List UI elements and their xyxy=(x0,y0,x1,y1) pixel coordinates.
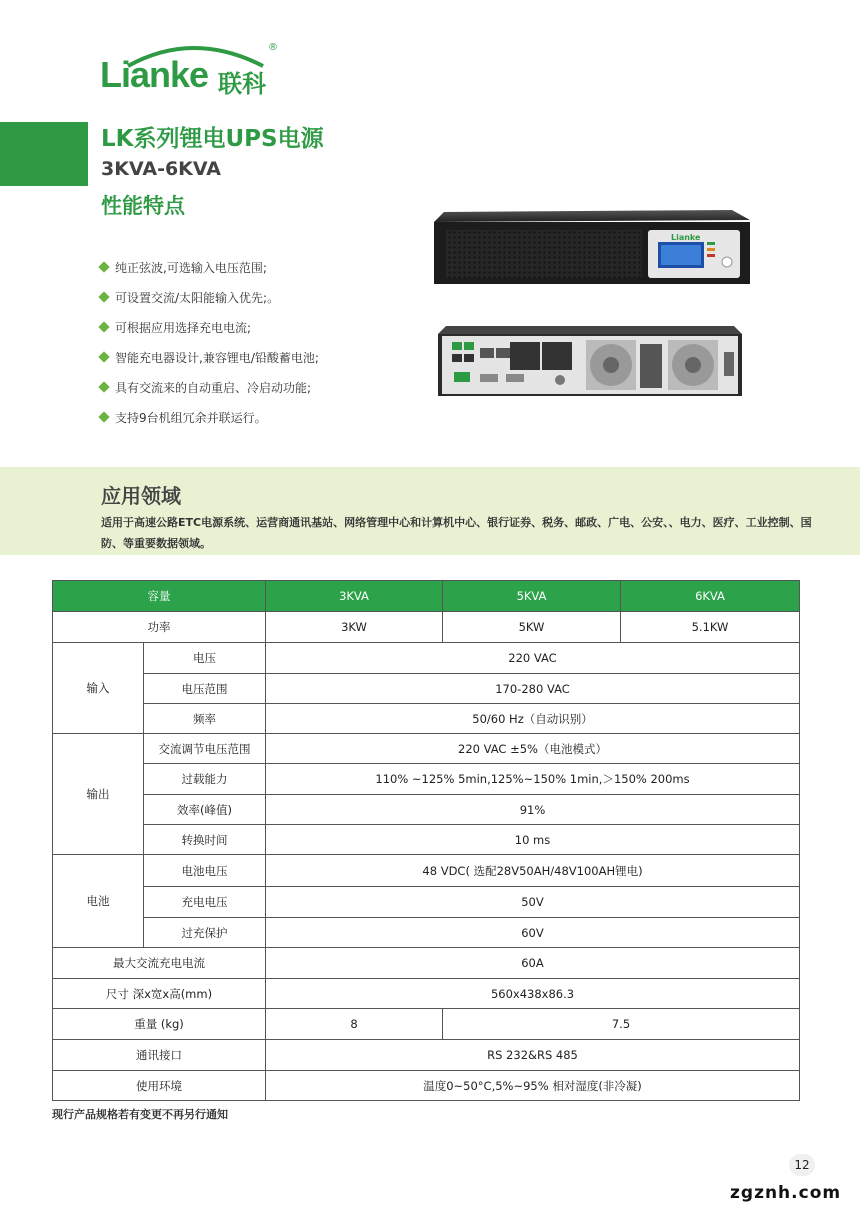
logo-wordmark: Lianke xyxy=(100,54,209,95)
application-description: 适用于高速公路ETC电源系统、运营商通讯基站、网络管理中心和计算机中心、银行证券、税务、邮政、广电、公安、、电力、医疗、工业控制、国防、等重要数据领域。 xyxy=(101,516,812,550)
diamond-bullet-icon xyxy=(98,411,109,422)
group-label: 输入 xyxy=(53,643,144,734)
table-row xyxy=(53,764,800,795)
diamond-bullet-icon xyxy=(98,351,109,362)
title-accent-block xyxy=(0,122,88,186)
registered-mark: ® xyxy=(268,42,278,53)
table-row xyxy=(53,674,800,704)
ups-rear-image xyxy=(436,322,744,398)
cell-value: 7.5 xyxy=(443,1009,800,1040)
cell-value: 220 VAC ±5%（电池模式） xyxy=(266,734,800,764)
panel-brand: Lianke xyxy=(671,233,701,242)
row-label: 使用环境 xyxy=(53,1071,266,1101)
page-number: 12 xyxy=(789,1154,815,1176)
table-row xyxy=(53,1040,800,1071)
group-label: 输出 xyxy=(53,734,144,855)
cell-value: 温度0~50°C,5%~95% 相对湿度(非冷凝) xyxy=(266,1071,800,1101)
row-label: 电池电压 xyxy=(144,855,266,887)
table-row xyxy=(53,918,800,948)
cell-value: 560x438x86.3 xyxy=(266,979,800,1009)
cell-value: 60V xyxy=(266,918,800,948)
table-row xyxy=(53,612,800,643)
cell-value: 8 xyxy=(266,1009,443,1040)
cell-value: 10 ms xyxy=(266,825,800,855)
spec-table xyxy=(52,580,800,1101)
table-row xyxy=(53,734,800,764)
header-6kva: 6KVA xyxy=(621,581,800,612)
row-label: 转换时间 xyxy=(144,825,266,855)
cell-value: 48 VDC( 选配28V50AH/48V100AH锂电) xyxy=(266,855,800,887)
watermark: zgznh.com xyxy=(716,1180,860,1216)
diamond-bullet-icon xyxy=(98,261,109,272)
table-row xyxy=(53,1071,800,1101)
row-label: 最大交流充电电流 xyxy=(53,948,266,979)
row-label: 电压 xyxy=(144,643,266,674)
table-row xyxy=(53,979,800,1009)
cell-value: RS 232&RS 485 xyxy=(266,1040,800,1071)
cell-value: 110% ~125% 5min,125%~150% 1min,＞150% 200ms xyxy=(266,764,800,795)
row-label: 效率(峰值) xyxy=(144,795,266,825)
lianke-logo xyxy=(98,40,288,100)
ups-front-image xyxy=(432,210,752,286)
feature-list xyxy=(100,252,319,432)
feature-item: 纯正弦波,可选输入电压范围; xyxy=(100,252,319,282)
cell-value: 3KW xyxy=(266,612,443,643)
table-row xyxy=(53,643,800,674)
row-label: 重量 (kg) xyxy=(53,1009,266,1040)
features-heading: 性能特点 xyxy=(101,194,185,218)
page-title: LK系列锂电UPS电源 xyxy=(101,126,324,152)
table-header-row xyxy=(53,581,800,612)
row-label: 频率 xyxy=(144,704,266,734)
page-subtitle: 3KVA-6KVA xyxy=(101,158,222,180)
cell-value: 50V xyxy=(266,887,800,918)
table-row xyxy=(53,825,800,855)
cell-value: 50/60 Hz（自动识别） xyxy=(266,704,800,734)
row-label: 过充保护 xyxy=(144,918,266,948)
row-label: 尺寸 深x宽x高(mm) xyxy=(53,979,266,1009)
feature-item: 支持9台机组冗余并联运行。 xyxy=(100,402,319,432)
cell-value: 220 VAC xyxy=(266,643,800,674)
cell-value: 5.1KW xyxy=(621,612,800,643)
application-heading: 应用领域 xyxy=(101,484,181,508)
row-label: 充电电压 xyxy=(144,887,266,918)
row-label: 电压范围 xyxy=(144,674,266,704)
table-row xyxy=(53,704,800,734)
row-label: 过载能力 xyxy=(144,764,266,795)
diamond-bullet-icon xyxy=(98,381,109,392)
logo-chinese: 联科 xyxy=(218,70,266,98)
row-label: 通讯接口 xyxy=(53,1040,266,1071)
cell-value: 5KW xyxy=(443,612,621,643)
feature-item: 智能充电器设计,兼容锂电/铅酸蓄电池; xyxy=(100,342,319,372)
row-label: 功率 xyxy=(53,612,266,643)
feature-item: 具有交流来的自动重启、冷启动功能; xyxy=(100,372,319,402)
table-row xyxy=(53,855,800,887)
table-row xyxy=(53,887,800,918)
table-row xyxy=(53,948,800,979)
header-capacity: 容量 xyxy=(53,581,266,612)
group-label: 电池 xyxy=(53,855,144,948)
row-label: 交流调节电压范围 xyxy=(144,734,266,764)
table-row xyxy=(53,1009,800,1040)
cell-value: 170-280 VAC xyxy=(266,674,800,704)
feature-item: 可设置交流/太阳能输入优先;。 xyxy=(100,282,319,312)
header-5kva: 5KVA xyxy=(443,581,621,612)
diamond-bullet-icon xyxy=(98,291,109,302)
cell-value: 91% xyxy=(266,795,800,825)
cell-value: 60A xyxy=(266,948,800,979)
diamond-bullet-icon xyxy=(98,321,109,332)
header-3kva: 3KVA xyxy=(266,581,443,612)
feature-item: 可根据应用选择充电电流; xyxy=(100,312,319,342)
table-row xyxy=(53,795,800,825)
footnote: 现行产品规格若有变更不再另行通知 xyxy=(52,1108,228,1121)
